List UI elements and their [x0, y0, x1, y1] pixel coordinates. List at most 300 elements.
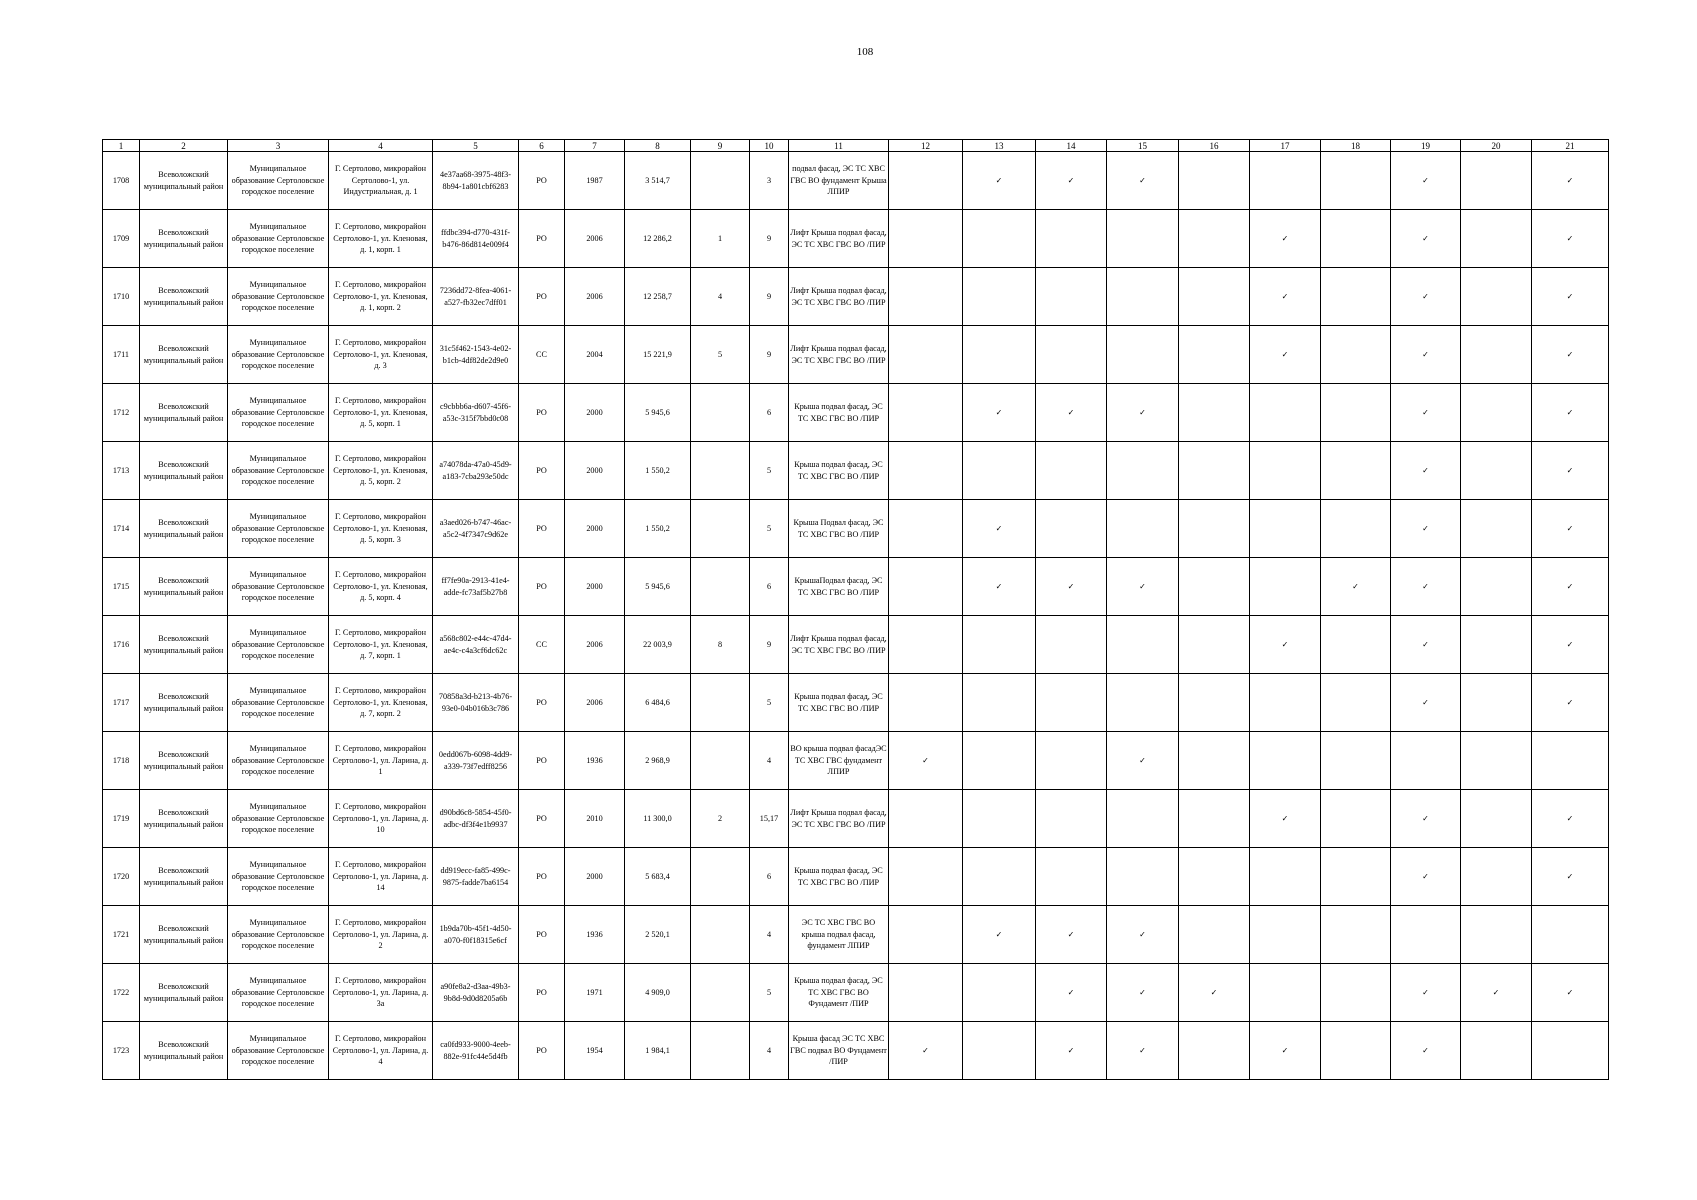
- address-cell: Г. Сертолово, микрорайон Сертолово-1, ул. Кленовая, д. 3: [329, 326, 433, 384]
- table-row: [103, 964, 1609, 1022]
- check-mark-icon: ✓: [1391, 442, 1461, 500]
- floors-cell: 5: [750, 442, 789, 500]
- building-id-cell: ca0fd933-9000-4eeb-882e-91fc44e5d4fb: [433, 1022, 519, 1080]
- building-id-cell: 4e37aa68-3975-48f3-8b94-1a801cbf6283: [433, 152, 519, 210]
- empty-cell: [1461, 210, 1532, 268]
- check-mark-icon: ✓: [1532, 790, 1609, 848]
- check-mark-icon: ✓: [963, 384, 1036, 442]
- check-mark-icon: ✓: [1107, 152, 1179, 210]
- ownership-type-cell: РО: [519, 210, 565, 268]
- column-number-header: 4: [329, 140, 433, 152]
- area-cell: 1 984,1: [625, 1022, 691, 1080]
- empty-cell: [963, 210, 1036, 268]
- empty-cell: [889, 268, 963, 326]
- column-9-cell: [691, 558, 750, 616]
- ownership-type-cell: РО: [519, 906, 565, 964]
- district-cell: Всеволожский муниципальный район: [140, 384, 228, 442]
- empty-cell: [1321, 152, 1391, 210]
- address-cell: Г. Сертолово, микрорайон Сертолово-1, ул. Ларина, д. 10: [329, 790, 433, 848]
- district-cell: Всеволожский муниципальный район: [140, 732, 228, 790]
- column-number-header: 20: [1461, 140, 1532, 152]
- municipality-cell: Муниципальное образование Сертоловское городское поселение: [228, 326, 329, 384]
- year-built-cell: 2000: [565, 848, 625, 906]
- empty-cell: [1179, 616, 1250, 674]
- empty-cell: [1461, 1022, 1532, 1080]
- check-mark-icon: ✓: [1391, 790, 1461, 848]
- row-number-cell: 1719: [103, 790, 140, 848]
- check-mark-icon: ✓: [1391, 848, 1461, 906]
- check-mark-icon: ✓: [1391, 326, 1461, 384]
- check-mark-icon: ✓: [1107, 384, 1179, 442]
- empty-cell: [1461, 442, 1532, 500]
- municipality-cell: Муниципальное образование Сертоловское городское поселение: [228, 500, 329, 558]
- table-row: [103, 500, 1609, 558]
- table-row: [103, 152, 1609, 210]
- works-list-cell: Лифт Крыша подвал фасад, ЭС ТС ХВС ГВС ВО /ПИР: [789, 616, 889, 674]
- check-mark-icon: ✓: [1391, 500, 1461, 558]
- empty-cell: [1321, 790, 1391, 848]
- empty-cell: [1107, 326, 1179, 384]
- empty-cell: [1036, 732, 1107, 790]
- row-number-cell: 1709: [103, 210, 140, 268]
- building-id-cell: d90bd6c8-5854-45f0-adbc-df3f4e1b9937: [433, 790, 519, 848]
- empty-cell: [1250, 964, 1321, 1022]
- empty-cell: [963, 732, 1036, 790]
- municipality-cell: Муниципальное образование Сертоловское городское поселение: [228, 848, 329, 906]
- year-built-cell: 2000: [565, 442, 625, 500]
- empty-cell: [1036, 674, 1107, 732]
- municipality-cell: Муниципальное образование Сертоловское городское поселение: [228, 210, 329, 268]
- building-id-cell: 7236dd72-8fea-4061-a527-fb32ec7dff01: [433, 268, 519, 326]
- building-id-cell: a568c802-e44c-47d4-ae4c-c4a3cf6dc62c: [433, 616, 519, 674]
- empty-cell: [1179, 326, 1250, 384]
- row-number-cell: 1720: [103, 848, 140, 906]
- ownership-type-cell: РО: [519, 848, 565, 906]
- column-9-cell: [691, 964, 750, 1022]
- empty-cell: [889, 674, 963, 732]
- works-list-cell: Лифт Крыша подвал фасад, ЭС ТС ХВС ГВС ВО /ПИР: [789, 268, 889, 326]
- municipality-cell: Муниципальное образование Сертоловское городское поселение: [228, 906, 329, 964]
- empty-cell: [1461, 500, 1532, 558]
- empty-cell: [1036, 326, 1107, 384]
- check-mark-icon: ✓: [1036, 558, 1107, 616]
- check-mark-icon: ✓: [1250, 268, 1321, 326]
- empty-cell: [963, 442, 1036, 500]
- area-cell: 15 221,9: [625, 326, 691, 384]
- floors-cell: 9: [750, 616, 789, 674]
- row-number-cell: 1717: [103, 674, 140, 732]
- empty-cell: [1107, 268, 1179, 326]
- district-cell: Всеволожский муниципальный район: [140, 210, 228, 268]
- empty-cell: [1461, 732, 1532, 790]
- floors-cell: 6: [750, 848, 789, 906]
- year-built-cell: 2000: [565, 384, 625, 442]
- row-number-cell: 1716: [103, 616, 140, 674]
- empty-cell: [1179, 500, 1250, 558]
- municipality-cell: Муниципальное образование Сертоловское городское поселение: [228, 384, 329, 442]
- empty-cell: [1250, 848, 1321, 906]
- empty-cell: [1179, 732, 1250, 790]
- empty-cell: [889, 326, 963, 384]
- address-cell: Г. Сертолово, микрорайон Сертолово-1, ул. Ларина, д. 2: [329, 906, 433, 964]
- column-number-header: 5: [433, 140, 519, 152]
- check-mark-icon: ✓: [963, 500, 1036, 558]
- column-9-cell: [691, 732, 750, 790]
- empty-cell: [963, 674, 1036, 732]
- table-row: [103, 558, 1609, 616]
- empty-cell: [1321, 732, 1391, 790]
- municipality-cell: Муниципальное образование Сертоловское городское поселение: [228, 442, 329, 500]
- empty-cell: [1107, 790, 1179, 848]
- check-mark-icon: ✓: [1532, 616, 1609, 674]
- row-number-cell: 1718: [103, 732, 140, 790]
- floors-cell: 5: [750, 500, 789, 558]
- floors-cell: 5: [750, 674, 789, 732]
- works-list-cell: подвал фасад, ЭС ТС ХВС ГВС ВО фундамент Крыша ЛПИР: [789, 152, 889, 210]
- municipality-cell: Муниципальное образование Сертоловское городское поселение: [228, 732, 329, 790]
- empty-cell: [1179, 674, 1250, 732]
- column-number-header: 13: [963, 140, 1036, 152]
- municipality-cell: Муниципальное образование Сертоловское городское поселение: [228, 674, 329, 732]
- empty-cell: [1250, 384, 1321, 442]
- table-row: [103, 326, 1609, 384]
- empty-cell: [1461, 558, 1532, 616]
- empty-cell: [889, 558, 963, 616]
- address-cell: Г. Сертолово, микрорайон Сертолово-1, ул. Кленовая, д. 5, корп. 1: [329, 384, 433, 442]
- floors-cell: 5: [750, 964, 789, 1022]
- table-row: [103, 674, 1609, 732]
- empty-cell: [963, 790, 1036, 848]
- municipality-cell: Муниципальное образование Сертоловское городское поселение: [228, 964, 329, 1022]
- ownership-type-cell: РО: [519, 384, 565, 442]
- year-built-cell: 2006: [565, 616, 625, 674]
- empty-cell: [1179, 384, 1250, 442]
- empty-cell: [1461, 268, 1532, 326]
- district-cell: Всеволожский муниципальный район: [140, 326, 228, 384]
- column-number-header: 12: [889, 140, 963, 152]
- check-mark-icon: ✓: [889, 1022, 963, 1080]
- empty-cell: [1179, 1022, 1250, 1080]
- check-mark-icon: ✓: [1107, 732, 1179, 790]
- column-number-header-row: [103, 140, 1609, 152]
- check-mark-icon: ✓: [1036, 1022, 1107, 1080]
- address-cell: Г. Сертолово, микрорайон Сертолово-1, ул. Кленовая, д. 7, корп. 2: [329, 674, 433, 732]
- empty-cell: [1179, 906, 1250, 964]
- area-cell: 5 683,4: [625, 848, 691, 906]
- check-mark-icon: ✓: [1036, 906, 1107, 964]
- empty-cell: [1107, 674, 1179, 732]
- area-cell: 6 484,6: [625, 674, 691, 732]
- area-cell: 2 520,1: [625, 906, 691, 964]
- empty-cell: [1532, 732, 1609, 790]
- floors-cell: 6: [750, 558, 789, 616]
- column-9-cell: 5: [691, 326, 750, 384]
- works-list-cell: Лифт Крыша подвал фасад, ЭС ТС ХВС ГВС ВО /ПИР: [789, 790, 889, 848]
- works-list-cell: Лифт Крыша подвал фасад, ЭС ТС ХВС ГВС ВО /ПИР: [789, 326, 889, 384]
- floors-cell: 9: [750, 268, 789, 326]
- empty-cell: [1461, 616, 1532, 674]
- empty-cell: [889, 848, 963, 906]
- check-mark-icon: ✓: [1036, 152, 1107, 210]
- district-cell: Всеволожский муниципальный район: [140, 500, 228, 558]
- check-mark-icon: ✓: [1532, 384, 1609, 442]
- building-id-cell: a74078da-47a0-45d9-a183-7cba293e50dc: [433, 442, 519, 500]
- check-mark-icon: ✓: [1321, 558, 1391, 616]
- column-9-cell: 4: [691, 268, 750, 326]
- check-mark-icon: ✓: [1107, 964, 1179, 1022]
- year-built-cell: 2000: [565, 500, 625, 558]
- column-9-cell: [691, 906, 750, 964]
- district-cell: Всеволожский муниципальный район: [140, 268, 228, 326]
- area-cell: 1 550,2: [625, 442, 691, 500]
- table-row: [103, 210, 1609, 268]
- check-mark-icon: ✓: [1036, 964, 1107, 1022]
- district-cell: Всеволожский муниципальный район: [140, 906, 228, 964]
- check-mark-icon: ✓: [1391, 674, 1461, 732]
- empty-cell: [889, 790, 963, 848]
- building-id-cell: ffdbc394-d770-431f-b476-86d814e009f4: [433, 210, 519, 268]
- column-number-header: 8: [625, 140, 691, 152]
- empty-cell: [1461, 906, 1532, 964]
- empty-cell: [1532, 906, 1609, 964]
- check-mark-icon: ✓: [1532, 210, 1609, 268]
- building-id-cell: dd919ecc-fa85-499c-9875-fadde7ba6154: [433, 848, 519, 906]
- table-row: [103, 732, 1609, 790]
- check-mark-icon: ✓: [1179, 964, 1250, 1022]
- floors-cell: 4: [750, 732, 789, 790]
- check-mark-icon: ✓: [1391, 558, 1461, 616]
- works-list-cell: Крыша Подвал фасад, ЭС ТС ХВС ГВС ВО /ПИР: [789, 500, 889, 558]
- address-cell: Г. Сертолово, микрорайон Сертолово-1, ул. Кленовая, д. 1, корп. 1: [329, 210, 433, 268]
- empty-cell: [1391, 906, 1461, 964]
- table-row: [103, 442, 1609, 500]
- empty-cell: [1461, 152, 1532, 210]
- row-number-cell: 1715: [103, 558, 140, 616]
- empty-cell: [1036, 616, 1107, 674]
- empty-cell: [1321, 210, 1391, 268]
- address-cell: Г. Сертолово, микрорайон Сертолово-1, ул. Ларина, д. 1: [329, 732, 433, 790]
- check-mark-icon: ✓: [1532, 326, 1609, 384]
- column-9-cell: 2: [691, 790, 750, 848]
- year-built-cell: 2000: [565, 558, 625, 616]
- district-cell: Всеволожский муниципальный район: [140, 674, 228, 732]
- district-cell: Всеволожский муниципальный район: [140, 558, 228, 616]
- empty-cell: [1321, 268, 1391, 326]
- building-id-cell: 70858a3d-b213-4b76-93e0-04b016b3c786: [433, 674, 519, 732]
- empty-cell: [1179, 848, 1250, 906]
- check-mark-icon: ✓: [1036, 384, 1107, 442]
- empty-cell: [1321, 442, 1391, 500]
- area-cell: 4 909,0: [625, 964, 691, 1022]
- building-id-cell: 0edd067b-6098-4dd9-a339-73f7edff8256: [433, 732, 519, 790]
- check-mark-icon: ✓: [963, 152, 1036, 210]
- check-mark-icon: ✓: [963, 906, 1036, 964]
- column-number-header: 21: [1532, 140, 1609, 152]
- column-9-cell: [691, 152, 750, 210]
- empty-cell: [1179, 268, 1250, 326]
- building-id-cell: a3aed026-b747-46ac-a5c2-4f7347c9d62e: [433, 500, 519, 558]
- building-id-cell: a90fe8a2-d3aa-49b3-9b8d-9d0d8205a6b: [433, 964, 519, 1022]
- table-row: [103, 906, 1609, 964]
- row-number-cell: 1710: [103, 268, 140, 326]
- check-mark-icon: ✓: [1532, 268, 1609, 326]
- empty-cell: [889, 906, 963, 964]
- empty-cell: [889, 210, 963, 268]
- check-mark-icon: ✓: [1107, 558, 1179, 616]
- empty-cell: [1250, 500, 1321, 558]
- empty-cell: [963, 616, 1036, 674]
- address-cell: Г. Сертолово, микрорайон Сертолово-1, ул. Кленовая, д. 5, корп. 3: [329, 500, 433, 558]
- year-built-cell: 2006: [565, 268, 625, 326]
- ownership-type-cell: РО: [519, 674, 565, 732]
- address-cell: Г. Сертолово, микрорайон Сертолово-1, ул. Ларина, д. 3а: [329, 964, 433, 1022]
- area-cell: 22 003,9: [625, 616, 691, 674]
- empty-cell: [1036, 848, 1107, 906]
- empty-cell: [1107, 210, 1179, 268]
- empty-cell: [1321, 848, 1391, 906]
- table-row: [103, 384, 1609, 442]
- works-list-cell: Лифт Крыша подвал фасад, ЭС ТС ХВС ГВС ВО /ПИР: [789, 210, 889, 268]
- empty-cell: [1250, 152, 1321, 210]
- ownership-type-cell: РО: [519, 732, 565, 790]
- empty-cell: [1321, 906, 1391, 964]
- empty-cell: [1107, 616, 1179, 674]
- district-cell: Всеволожский муниципальный район: [140, 442, 228, 500]
- column-number-header: 7: [565, 140, 625, 152]
- row-number-cell: 1723: [103, 1022, 140, 1080]
- check-mark-icon: ✓: [1107, 1022, 1179, 1080]
- row-number-cell: 1713: [103, 442, 140, 500]
- check-mark-icon: ✓: [1250, 790, 1321, 848]
- area-cell: 1 550,2: [625, 500, 691, 558]
- page-number: 108: [856, 46, 874, 58]
- year-built-cell: 2006: [565, 210, 625, 268]
- column-9-cell: [691, 674, 750, 732]
- ownership-type-cell: РО: [519, 152, 565, 210]
- check-mark-icon: ✓: [1250, 326, 1321, 384]
- column-9-cell: [691, 1022, 750, 1080]
- year-built-cell: 1971: [565, 964, 625, 1022]
- floors-cell: 3: [750, 152, 789, 210]
- year-built-cell: 2006: [565, 674, 625, 732]
- empty-cell: [1321, 964, 1391, 1022]
- empty-cell: [1179, 442, 1250, 500]
- works-list-cell: Крыша подвал фасад, ЭС ТС ХВС ГВС ВО /ПИР: [789, 442, 889, 500]
- ownership-type-cell: РО: [519, 268, 565, 326]
- column-number-header: 10: [750, 140, 789, 152]
- municipality-cell: Муниципальное образование Сертоловское городское поселение: [228, 616, 329, 674]
- district-cell: Всеволожский муниципальный район: [140, 152, 228, 210]
- column-number-header: 1: [103, 140, 140, 152]
- works-list-cell: Крыша подвал фасад, ЭС ТС ХВС ГВС ВО /ПИР: [789, 674, 889, 732]
- year-built-cell: 1936: [565, 906, 625, 964]
- row-number-cell: 1722: [103, 964, 140, 1022]
- column-number-header: 6: [519, 140, 565, 152]
- area-cell: 12 286,2: [625, 210, 691, 268]
- empty-cell: [1250, 732, 1321, 790]
- check-mark-icon: ✓: [1250, 210, 1321, 268]
- column-9-cell: [691, 442, 750, 500]
- column-9-cell: [691, 848, 750, 906]
- district-cell: Всеволожский муниципальный район: [140, 1022, 228, 1080]
- table-row: [103, 1022, 1609, 1080]
- column-number-header: 16: [1179, 140, 1250, 152]
- column-number-header: 18: [1321, 140, 1391, 152]
- row-number-cell: 1711: [103, 326, 140, 384]
- empty-cell: [1036, 442, 1107, 500]
- check-mark-icon: ✓: [1391, 152, 1461, 210]
- check-mark-icon: ✓: [1532, 964, 1609, 1022]
- check-mark-icon: ✓: [1250, 616, 1321, 674]
- column-number-header: 19: [1391, 140, 1461, 152]
- check-mark-icon: ✓: [1107, 906, 1179, 964]
- row-number-cell: 1714: [103, 500, 140, 558]
- ownership-type-cell: РО: [519, 442, 565, 500]
- works-list-cell: ЭС ТС ХВС ГВС ВО крыша подвал фасад, фундамент ЛПИР: [789, 906, 889, 964]
- address-cell: Г. Сертолово, микрорайон Сертолово-1, ул. Кленовая, д. 7, корп. 1: [329, 616, 433, 674]
- empty-cell: [1321, 616, 1391, 674]
- year-built-cell: 1954: [565, 1022, 625, 1080]
- column-number-header: 14: [1036, 140, 1107, 152]
- column-9-cell: [691, 384, 750, 442]
- building-id-cell: ff7fe90a-2913-41e4-adde-fc73af5b27b8: [433, 558, 519, 616]
- year-built-cell: 2004: [565, 326, 625, 384]
- empty-cell: [1321, 326, 1391, 384]
- ownership-type-cell: РО: [519, 558, 565, 616]
- works-list-cell: КрышаПодвал фасад, ЭС ТС ХВС ГВС ВО /ПИР: [789, 558, 889, 616]
- empty-cell: [1532, 1022, 1609, 1080]
- floors-cell: 4: [750, 906, 789, 964]
- housing-register-table: [102, 139, 1609, 1080]
- empty-cell: [1107, 500, 1179, 558]
- district-cell: Всеволожский муниципальный район: [140, 616, 228, 674]
- works-list-cell: Крыша подвал фасад, ЭС ТС ХВС ГВС ВО /ПИР: [789, 384, 889, 442]
- check-mark-icon: ✓: [963, 558, 1036, 616]
- year-built-cell: 1987: [565, 152, 625, 210]
- floors-cell: 9: [750, 326, 789, 384]
- empty-cell: [963, 326, 1036, 384]
- row-number-cell: 1712: [103, 384, 140, 442]
- floors-cell: 9: [750, 210, 789, 268]
- works-list-cell: Крыша подвал фасад, ЭС ТС ХВС ГВС ВО /ПИР: [789, 848, 889, 906]
- column-number-header: 9: [691, 140, 750, 152]
- check-mark-icon: ✓: [1391, 964, 1461, 1022]
- empty-cell: [1036, 268, 1107, 326]
- area-cell: 12 258,7: [625, 268, 691, 326]
- empty-cell: [889, 384, 963, 442]
- ownership-type-cell: РО: [519, 964, 565, 1022]
- empty-cell: [1179, 210, 1250, 268]
- empty-cell: [1179, 152, 1250, 210]
- works-list-cell: ВО крыша подвал фасадЭС ТС ХВС ГВС фундамент ЛПИР: [789, 732, 889, 790]
- column-number-header: 15: [1107, 140, 1179, 152]
- empty-cell: [1250, 906, 1321, 964]
- column-number-header: 3: [228, 140, 329, 152]
- check-mark-icon: ✓: [1391, 384, 1461, 442]
- ownership-type-cell: РО: [519, 1022, 565, 1080]
- table-row: [103, 616, 1609, 674]
- building-id-cell: 1b9da70b-45f1-4d50-a070-f0f18315e6cf: [433, 906, 519, 964]
- empty-cell: [1179, 790, 1250, 848]
- ownership-type-cell: СС: [519, 616, 565, 674]
- row-number-cell: 1721: [103, 906, 140, 964]
- ownership-type-cell: СС: [519, 326, 565, 384]
- column-9-cell: 1: [691, 210, 750, 268]
- empty-cell: [1461, 326, 1532, 384]
- empty-cell: [1179, 558, 1250, 616]
- building-id-cell: c9cbbb6a-d607-45f6-a53c-315f7bbd0c08: [433, 384, 519, 442]
- check-mark-icon: ✓: [1532, 674, 1609, 732]
